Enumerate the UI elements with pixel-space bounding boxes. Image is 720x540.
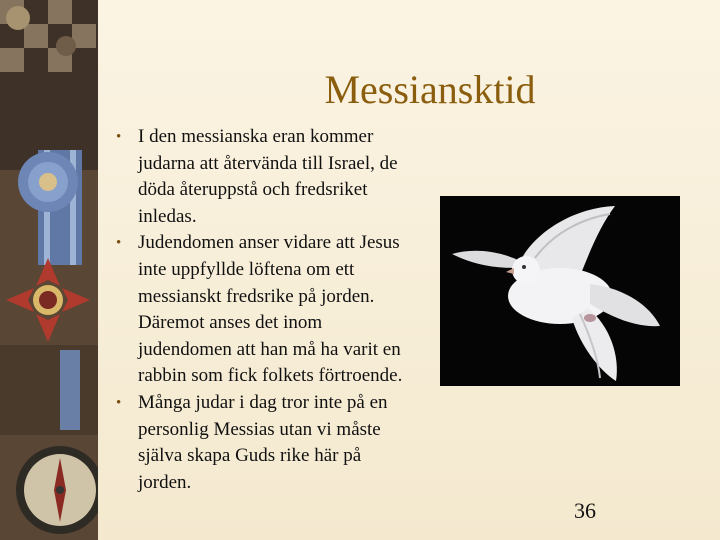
white-dove-photo bbox=[440, 196, 680, 386]
bullet-icon: • bbox=[116, 394, 122, 411]
bullet-icon: • bbox=[116, 235, 122, 252]
bullet-text: Många judar i dag tror inte på en personlig Messias utan vi måste själva skapa Guds rike här på jorden. bbox=[138, 391, 388, 493]
bullet-text: I den messianska eran kommer judarna att återvända till Israel, de döda återuppstå och fredsriket inledas. bbox=[138, 126, 398, 227]
bullet-icon: • bbox=[116, 129, 122, 145]
list-item bbox=[112, 124, 412, 230]
dove-illustration bbox=[440, 196, 680, 386]
list-item bbox=[112, 230, 412, 390]
page-number: 36 bbox=[574, 498, 596, 523]
medals-compass-collage bbox=[0, 0, 98, 540]
slide-title: Messiansktid bbox=[324, 67, 536, 112]
list-item bbox=[112, 390, 412, 496]
bullet-text: Judendomen anser vidare att Jesus inte uppfyllde löftena om ett messianskt fredsrike på jorden. Däremot anses det inom judendomen att han må ha varit en rabbin som fick folkets förtroende. bbox=[138, 232, 403, 387]
collage-illustration bbox=[0, 0, 98, 540]
bullet-list bbox=[112, 124, 412, 496]
